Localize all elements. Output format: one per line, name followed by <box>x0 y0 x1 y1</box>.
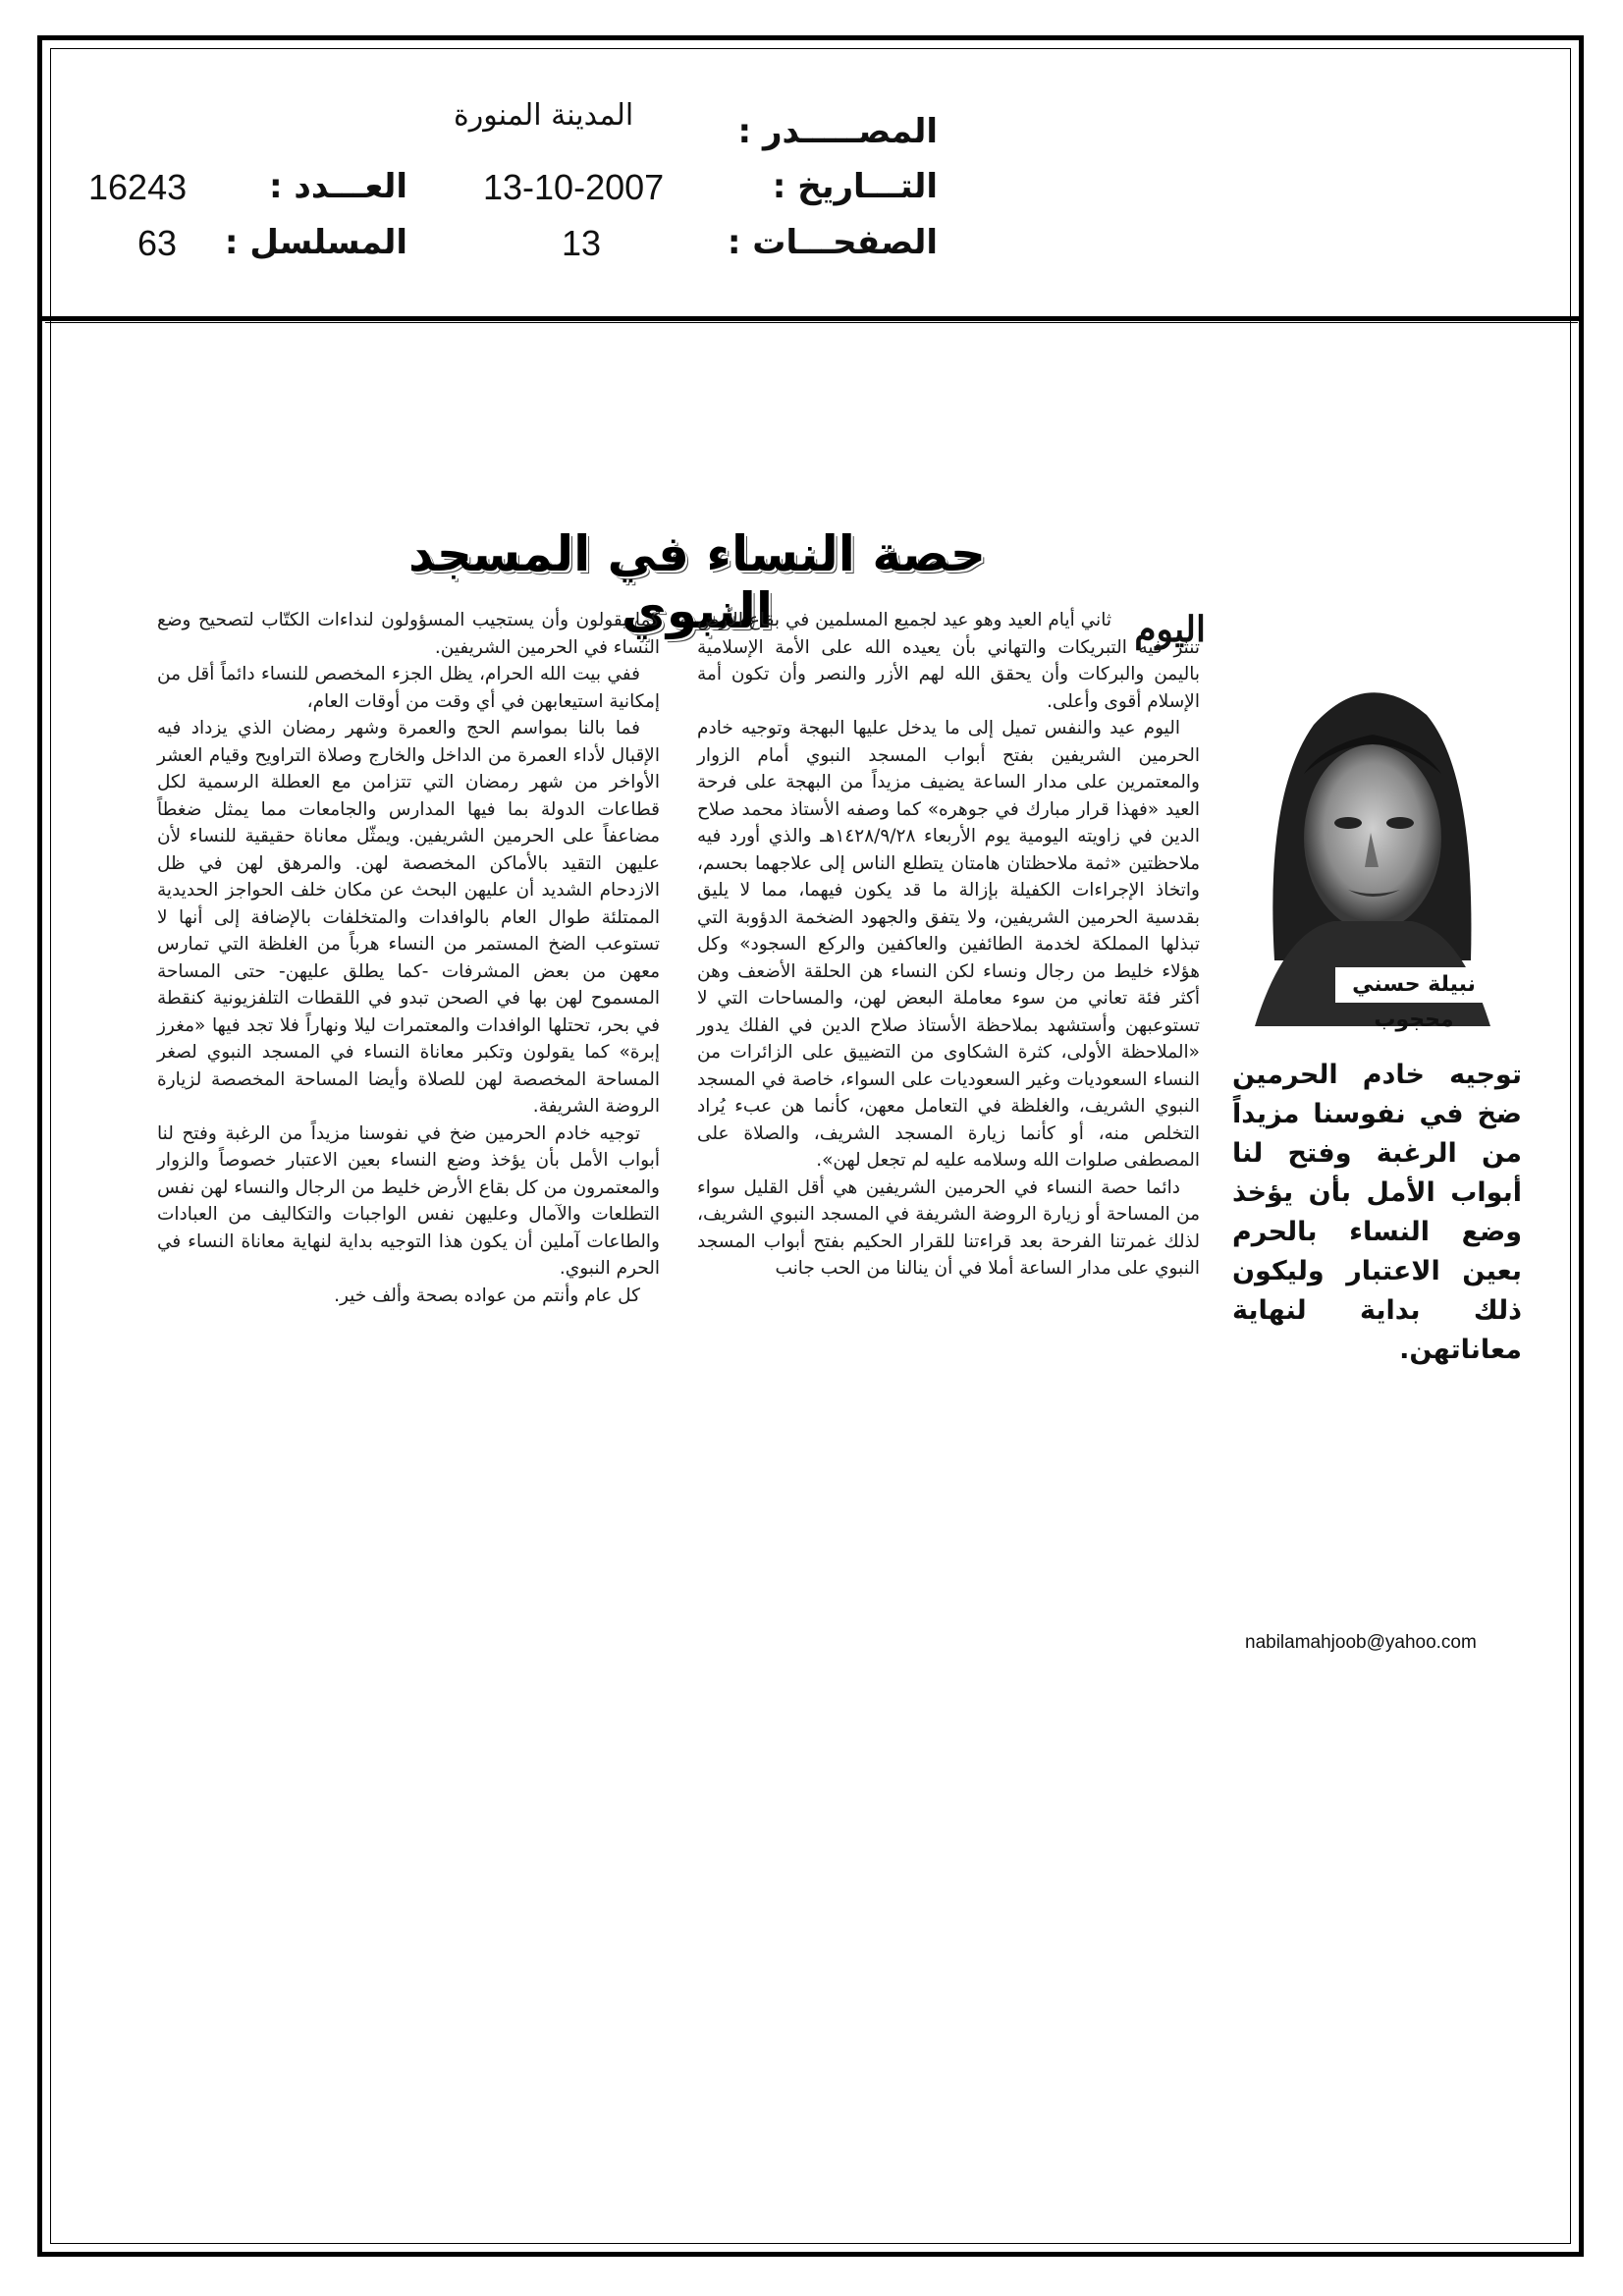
serial-label: المسلسل : <box>224 223 407 262</box>
source-value: المدينة المنورة <box>454 98 634 133</box>
right-text-column <box>697 607 1200 1283</box>
column-name: اليوم <box>1134 609 1206 650</box>
pages-value: 13 <box>562 223 602 263</box>
left-text-column <box>157 607 660 1309</box>
serial-value: 63 <box>137 223 178 263</box>
paragraph: كل عام وأنتم من عواده بصحة وألف خير. <box>334 1285 640 1306</box>
paragraph: دائما حصة النساء في الحرمين الشريفين هي أقل القليل سواء من المساحة أو زيارة الروضة الشريفة في المسجد النبوي الشريف، لذلك غمرتنا الفرحة بعد قراءتنا للقرار الحكيم بفتح أبواب المسجد النبوي على مدار الساعة أملا في أن ينالنا من الحب جانب <box>697 1176 1200 1279</box>
article-title: حصة النساء في المسجد النبوي <box>408 525 986 639</box>
header-divider <box>45 322 1578 323</box>
author-email: nabilamahjoob@yahoo.com <box>1245 1632 1477 1653</box>
pages-label: الصفحـــات : <box>727 223 938 262</box>
pull-quote: توجيه خادم الحرمين ضخ في نفوسنا مزيداً من الرغبة وفتح لنا أبواب الأمل بأن يؤخذ وضع النساء بالحرم بعين الاعتبار وليكون ذلك بداية لنهاية معاناتهن. <box>1232 1060 1522 1365</box>
issue-label: العـــدد : <box>269 167 407 206</box>
author-name: نبيلة حسني محجوب <box>1335 967 1492 1003</box>
date-value: 13-10-2007 <box>483 167 665 207</box>
paragraph: ففي بيت الله الحرام، يظل الجزء المخصص للنساء دائماً أقل من إمكانية استيعابهن في أي وقت من أوقات العام، <box>157 664 660 712</box>
paragraph: توجيه خادم الحرمين ضخ في نفوسنا مزيداً من الرغبة وفتح لنا أبواب الأمل بأن يؤخذ وضع النساء بعين الاعتبار خصوصاً والزوار والمعتمرون من كل بقاع الأرض خليط من الرجال والنساء لهن نفس التطلعات والآمال وعليهن نفس الواجبات والتكاليف من العبادات والطاعات آملين أن يكون هذا التوجيه بداية لنهاية معاناة النساء في الحرم النبوي. <box>157 1122 660 1279</box>
paragraph: كما يقولون وأن يستجيب المسؤولون لنداءات الكتّاب لتصحيح وضع النساء في الحرمين الشريفين. <box>157 610 660 658</box>
date-label: التـــاريخ : <box>772 167 938 206</box>
paragraph: اليوم عيد والنفس تميل إلى ما يدخل عليها البهجة وتوجيه خادم الحرمين الشريفين بفتح أبواب المسجد النبوي أمام الزوار والمعتمرين على مدار الساعة يضيف مزيداً من البهجة على فرحة العيد «فهذا قرار مبارك في جوهره» كما وصفه الأستاذ محمد صلاح الدين في زاويته اليومية يوم الأربعاء ١٤٢٨/٩/٢٨هـ والذي أورد فيه ملاحظتين «ثمة ملاحظتان هامتان يتطلع الناس إلى علاجهما بحسم، واتخاذ الإجراءات الكفيلة بإزالة ما قد يكون فيهما، مما لا يليق بقدسية الحرمين الشريفين، ولا يتفق والجهود الضخمة الدؤوبة التي تبذلها المملكة لخدمة الطائفين والعاكفين والركع السجود» وكل هؤلاء خليط من رجال ونساء لكن النساء هن الحلقة الأضعف وهن أكثر فئة تعاني من سوء معاملة البعض لهن، والمساحات التي لا تستوعبهن وأستشهد بملاحظة الأستاذ صلاح الدين في الفلك يدور «الملاحظة الأولى، كثرة الشكاوى من التضييق على الزائرات من النساء السعوديات وغير السعوديات على السواء، خاصة في المسجد النبوي الشريف، والغلظة في التعامل معهن، كأنما هن عبء يُراد التخلص منه، أو كأنما زيارة المسجد الشريف، والصلاة على المصطفى صلوات الله وسلامه عليه لم تجعل لهن». <box>697 718 1201 1171</box>
paragraph: ثاني أيام العيد وهو عيد لجميع المسلمين في بقاع الأرض تنثر فيه التبريكات والتهاني بأن يعيده الله على الأمة الإسلامية باليمن والبركات وأن يحقق الله لهم الأزر والنصر وأن تكون أمة الإسلام أقوى وأعلى. <box>697 610 1200 712</box>
source-label: المصـــــدر : <box>737 112 938 151</box>
issue-value: 16243 <box>88 167 188 207</box>
paragraph: فما بالنا بمواسم الحج والعمرة وشهر رمضان الذي يزداد فيه الإقبال لأداء العمرة من الداخل والخارج وصلاة التراويح وقيام العشر الأواخر من شهر رمضان التي تتزامن مع العطلة الرسمية لكل قطاعات الدولة بما فيها المدارس والجامعات مما يمثل ضغطاً مضاعفاً على الحرمين الشريفين. ويمثّل معاناة حقيقية للنساء لأن عليهن التقيد بالأماكن المخصصة لهن. والمرهق لهن في ظل الازدحام الشديد أن عليهن البحث عن مكان خلف الحواجز الحديدية الممتلئة طوال العام بالوافدات والمتخلفات بالإضافة إلى أنها لا تستوعب الضخ المستمر من النساء هرباً من الغلظة التي تمارس معهن من بعض المشرفات -كما يطلق عليهن- حتى المساحة المسموح لهن بها في الصحن تبدو في اللقطات التلفزيونية كنقطة في بحر، تحتلها الوافدات والمعتمرات ليلا ونهاراً فلا تجد فيها «مغرز إبرة» كما يقولون وتكبر معاناة النساء في المسجد النبوي لصغر المساحة المخصصة لهن للصلاة وأيضا المساحة المخصصة لزيارة الروضة الشريفة. <box>157 718 660 1117</box>
